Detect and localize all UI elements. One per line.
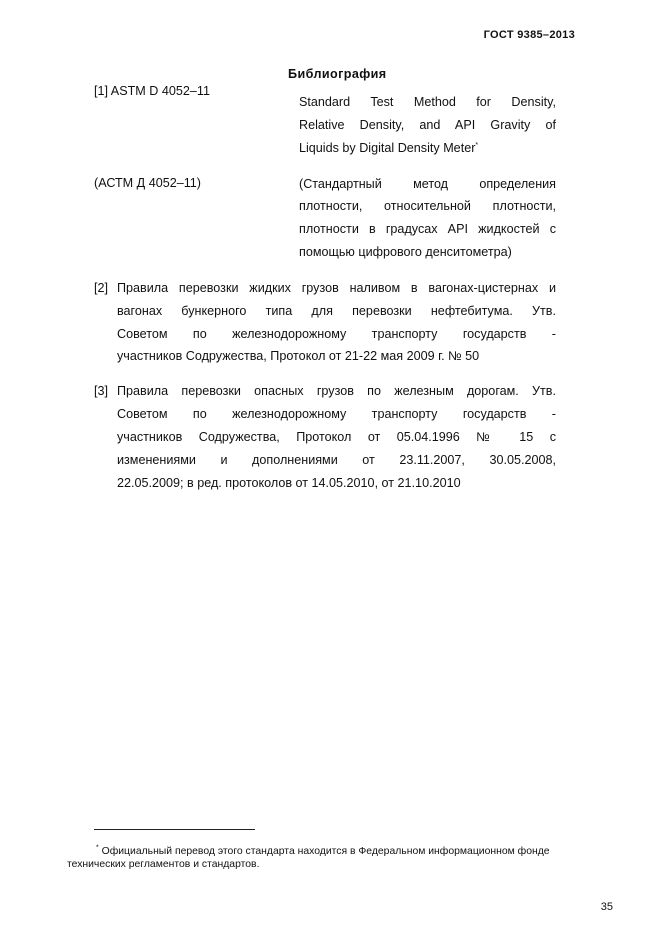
footnote-line-1: Официальный перевод этого стандарта находится в Федеральном информационном фонде	[101, 846, 550, 857]
footnote-marker[interactable]: *	[475, 141, 479, 149]
footnote-line-2: технических регламентов и стандартов.	[67, 859, 260, 870]
entry-1-line-3	[299, 139, 478, 157]
entry-1-ru-reference: (АСТМ Д 4052–11)	[94, 176, 201, 190]
entry-3-line-5: 22.05.2009; в ред. протоколов от 14.05.2010, от 21.10.2010	[117, 476, 461, 490]
entry-1-line-3-text: Liquids by Digital Density Meter	[299, 141, 476, 155]
entry-2-line-2: вагонах бункерного типа для перевозки нефтебитума. Утв.	[117, 304, 556, 318]
entry-3-line-3: участников Содружества, Протокол от 05.04.1996 № 15 с	[117, 430, 556, 444]
entry-3-line-4: изменениями и дополнениями от 23.11.2007, 30.05.2008,	[117, 453, 556, 467]
entry-1-ru-line-3: плотности в градусах API жидкостей с	[299, 222, 556, 236]
entry-3-reference: [3]	[94, 384, 109, 398]
entry-2-line-3: Советом по железнодорожному транспорту государств -	[117, 327, 556, 341]
entry-3-line-1: Правила перевозки опасных грузов по железным дорогам. Утв.	[117, 384, 556, 398]
entry-1-reference: [1] ASTM D 4052–11	[94, 84, 210, 98]
entry-2-line-4: участников Содружества, Протокол от 21-22 мая 2009 г. № 50	[117, 349, 480, 363]
footnote	[67, 844, 612, 871]
entry-2-reference: [2]	[94, 281, 109, 295]
entry-1-line-1: Standard Test Method for Density,	[299, 95, 556, 109]
entry-1-ru-line-4: помощью цифрового денситометра)	[299, 245, 512, 259]
entry-3-line-2: Советом по железнодорожному транспорту государств -	[117, 407, 556, 421]
footnote-mark: *	[96, 844, 99, 852]
footnote-separator	[94, 829, 255, 830]
entry-1-line-2: Relative Density, and API Gravity of	[299, 118, 556, 132]
entry-2-line-1: Правила перевозки жидких грузов наливом в вагонах-цистернах и	[117, 281, 556, 295]
entry-1-ru-line-2: плотности, относительной плотности,	[299, 199, 556, 213]
document-code-header: ГОСТ 9385–2013	[483, 29, 575, 41]
entry-1-ru-line-1: (Стандартный метод определения	[299, 177, 556, 191]
page-number: 35	[600, 901, 613, 913]
bibliography-title: Библиография	[288, 67, 387, 81]
